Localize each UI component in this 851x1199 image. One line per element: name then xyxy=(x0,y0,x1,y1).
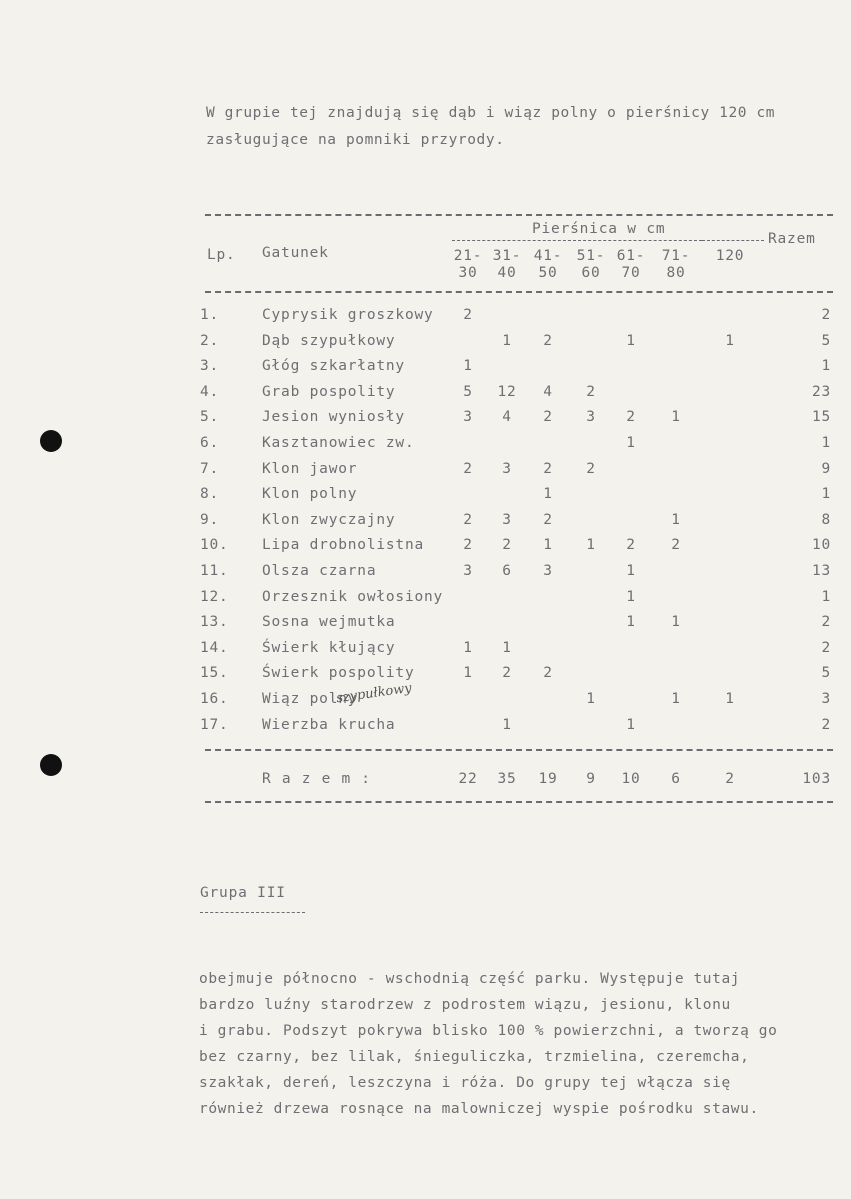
row-lp: 9. xyxy=(200,511,220,528)
row-total: 15 xyxy=(811,409,831,426)
sum-count: 6 xyxy=(671,771,681,787)
intro-line: W grupie tej znajdują się dąb i wiąz polny o pierśnicy 120 cm xyxy=(206,105,776,121)
row-count: 1 xyxy=(725,691,735,707)
range-header-top: 21- xyxy=(453,248,483,264)
row-count: 2 xyxy=(463,460,473,477)
row-species: Głóg szkarłatny xyxy=(262,358,405,375)
table-row xyxy=(0,537,851,563)
paragraph-line: szakłak, dereń, leszczyna i róża. Do grupy tej włącza się xyxy=(199,1075,731,1091)
row-count: 1 xyxy=(502,716,512,733)
paragraph-line: i grabu. Podszyt pokrywa blisko 100 % powierzchni, a tworzą go xyxy=(199,1023,778,1039)
range-header-bottom: 60 xyxy=(581,265,601,281)
row-count: 2 xyxy=(543,460,553,477)
row-count: 3 xyxy=(463,563,473,579)
row-count: 1 xyxy=(543,537,553,554)
intro-text xyxy=(206,100,775,154)
row-lp: 17. xyxy=(200,716,229,733)
row-count: 3 xyxy=(543,563,553,579)
row-total: 13 xyxy=(811,563,831,579)
row-lp: 13. xyxy=(200,614,229,631)
row-count: 3 xyxy=(502,460,512,477)
row-lp: 15. xyxy=(200,665,229,682)
row-species: Klon polny xyxy=(262,486,358,503)
row-count: 2 xyxy=(586,460,596,477)
row-count: 6 xyxy=(502,563,512,579)
row-species: Świerk pospolity xyxy=(262,665,415,682)
row-species: Wiąz polny xyxy=(262,691,358,707)
header-gatunek: Gatunek xyxy=(262,245,329,261)
intro-line: zasługujące na pomniki przyrody. xyxy=(206,132,505,148)
range-header-top: 120 xyxy=(715,248,745,264)
row-lp: 12. xyxy=(200,588,229,605)
row-count: 1 xyxy=(626,614,636,631)
paragraph-line: obejmuje północno - wschodnią część parku. Występuje tutaj xyxy=(199,971,741,987)
row-lp: 5. xyxy=(200,409,220,426)
row-lp: 4. xyxy=(200,383,220,400)
row-lp: 7. xyxy=(200,460,220,477)
row-lp: 10. xyxy=(200,537,229,554)
row-count: 1 xyxy=(463,665,473,682)
row-total: 3 xyxy=(821,691,831,707)
table-row xyxy=(0,486,851,512)
range-header-top: 51- xyxy=(576,248,606,264)
row-total: 5 xyxy=(821,332,831,349)
table-row xyxy=(0,563,851,589)
row-count: 4 xyxy=(502,409,512,426)
row-count: 1 xyxy=(671,691,681,707)
table-row xyxy=(0,461,851,487)
range-header-bottom: 40 xyxy=(497,265,517,281)
paragraph-line: również drzewa rosnące na malowniczej wyspie pośrodku stawu. xyxy=(199,1101,759,1117)
row-species: Grab pospolity xyxy=(262,383,396,400)
row-species: Sosna wejmutka xyxy=(262,614,396,631)
row-count: 1 xyxy=(463,639,473,656)
row-total: 8 xyxy=(821,511,831,528)
row-count: 1 xyxy=(725,332,735,349)
row-total: 23 xyxy=(811,383,831,400)
table-row xyxy=(0,512,851,538)
header-lp: Lp. xyxy=(207,247,236,263)
sum-count: 2 xyxy=(725,771,735,787)
row-lp: 11. xyxy=(200,563,229,579)
row-total: 2 xyxy=(821,639,831,656)
range-header-top: 41- xyxy=(533,248,563,264)
range-header-top: 61- xyxy=(616,248,646,264)
row-lp: 1. xyxy=(200,307,220,323)
row-lp: 8. xyxy=(200,486,220,503)
row-count: 1 xyxy=(626,716,636,733)
row-species: Wierzba krucha xyxy=(262,716,396,733)
sum-count: 19 xyxy=(538,771,558,787)
paragraph-line: bez czarny, bez lilak, śnieguliczka, trzmielina, czeremcha, xyxy=(199,1049,750,1065)
sum-count: 9 xyxy=(586,771,596,787)
handwritten-correction: szypułkowy xyxy=(335,680,413,707)
row-species: Orzesznik owłosiony xyxy=(262,588,444,605)
range-header-bottom: 30 xyxy=(458,265,478,281)
header-razem: Razem xyxy=(768,231,816,247)
row-total: 1 xyxy=(821,435,831,451)
sum-row-line xyxy=(0,771,851,797)
row-species: Olsza czarna xyxy=(262,563,377,579)
header-piersnica-rule-left xyxy=(452,240,702,241)
sum-count: 35 xyxy=(497,771,517,787)
sum-label: R a z e m : xyxy=(262,771,372,787)
table-row xyxy=(0,717,851,743)
range-header-bottom: 80 xyxy=(666,265,686,281)
row-count: 1 xyxy=(671,511,681,528)
table-row xyxy=(0,665,851,691)
row-count: 1 xyxy=(502,639,512,656)
row-count: 2 xyxy=(543,511,553,528)
range-header-bottom: 70 xyxy=(621,265,641,281)
sum-count: 22 xyxy=(458,771,478,787)
row-count: 1 xyxy=(463,358,473,375)
row-lp: 2. xyxy=(200,332,220,349)
row-count: 1 xyxy=(626,435,636,451)
row-count: 2 xyxy=(626,409,636,426)
group-title-underline xyxy=(200,912,305,913)
row-count: 1 xyxy=(586,691,596,707)
table-row xyxy=(0,307,851,333)
table-top-rule xyxy=(205,214,833,216)
row-lp: 3. xyxy=(200,358,220,375)
row-count: 1 xyxy=(502,332,512,349)
row-count: 2 xyxy=(626,537,636,554)
row-total: 2 xyxy=(821,614,831,631)
table-row xyxy=(0,333,851,359)
row-count: 2 xyxy=(463,537,473,554)
group-title: Grupa III xyxy=(200,885,286,901)
row-total: 2 xyxy=(821,716,831,733)
row-count: 2 xyxy=(502,665,512,682)
row-species: Klon jawor xyxy=(262,460,358,477)
sum-top-rule xyxy=(205,749,833,751)
row-total: 5 xyxy=(821,665,831,682)
row-species: Kasztanowiec zw. xyxy=(262,435,415,451)
group-paragraph xyxy=(199,966,777,1122)
table-row xyxy=(0,358,851,384)
row-count: 2 xyxy=(543,665,553,682)
row-count: 2 xyxy=(502,537,512,554)
table-row xyxy=(0,435,851,461)
header-piersnica: Pierśnica w cm xyxy=(532,221,666,237)
row-count: 2 xyxy=(463,307,473,323)
row-count: 2 xyxy=(543,409,553,426)
table-row xyxy=(0,614,851,640)
range-header-top: 71- xyxy=(661,248,691,264)
row-count: 3 xyxy=(586,409,596,426)
row-species: Lipa drobnolistna xyxy=(262,537,425,554)
table-row xyxy=(0,691,851,717)
row-count: 1 xyxy=(586,537,596,554)
sum-total: 103 xyxy=(802,771,831,787)
table-row xyxy=(0,409,851,435)
row-total: 2 xyxy=(821,307,831,323)
range-header-top: 31- xyxy=(492,248,522,264)
range-header-bottom: 50 xyxy=(538,265,558,281)
header-piersnica-rule-right xyxy=(702,240,764,241)
paragraph-line: bardzo luźny starodrzew z podrostem wiązu, jesionu, klonu xyxy=(199,997,731,1013)
row-total: 9 xyxy=(821,460,831,477)
row-species: Jesion wyniosły xyxy=(262,409,405,426)
table-row xyxy=(0,640,851,666)
row-count: 1 xyxy=(626,588,636,605)
row-count: 2 xyxy=(586,383,596,400)
row-species: Klon zwyczajny xyxy=(262,511,396,528)
row-count: 3 xyxy=(502,511,512,528)
sum-count: 10 xyxy=(621,771,641,787)
header-bottom-rule xyxy=(205,291,833,293)
row-count: 2 xyxy=(463,511,473,528)
row-species: Świerk kłujący xyxy=(262,639,396,656)
table-row xyxy=(0,589,851,615)
row-count: 1 xyxy=(626,563,636,579)
row-count: 2 xyxy=(671,537,681,554)
row-lp: 16. xyxy=(200,691,229,707)
row-count: 1 xyxy=(626,332,636,349)
row-total: 1 xyxy=(821,588,831,605)
row-count: 2 xyxy=(543,332,553,349)
row-count: 3 xyxy=(463,409,473,426)
row-species: Cyprysik groszkowy xyxy=(262,307,434,323)
row-count: 5 xyxy=(463,383,473,400)
row-total: 1 xyxy=(821,358,831,375)
row-count: 12 xyxy=(497,383,517,400)
row-lp: 6. xyxy=(200,435,220,451)
row-total: 10 xyxy=(811,537,831,554)
table-row xyxy=(0,384,851,410)
row-count: 4 xyxy=(543,383,553,400)
row-total: 1 xyxy=(821,486,831,503)
sum-bottom-rule xyxy=(205,801,833,803)
row-count: 1 xyxy=(671,409,681,426)
row-count: 1 xyxy=(543,486,553,503)
row-lp: 14. xyxy=(200,639,229,656)
row-count: 1 xyxy=(671,614,681,631)
row-species: Dąb szypułkowy xyxy=(262,332,396,349)
